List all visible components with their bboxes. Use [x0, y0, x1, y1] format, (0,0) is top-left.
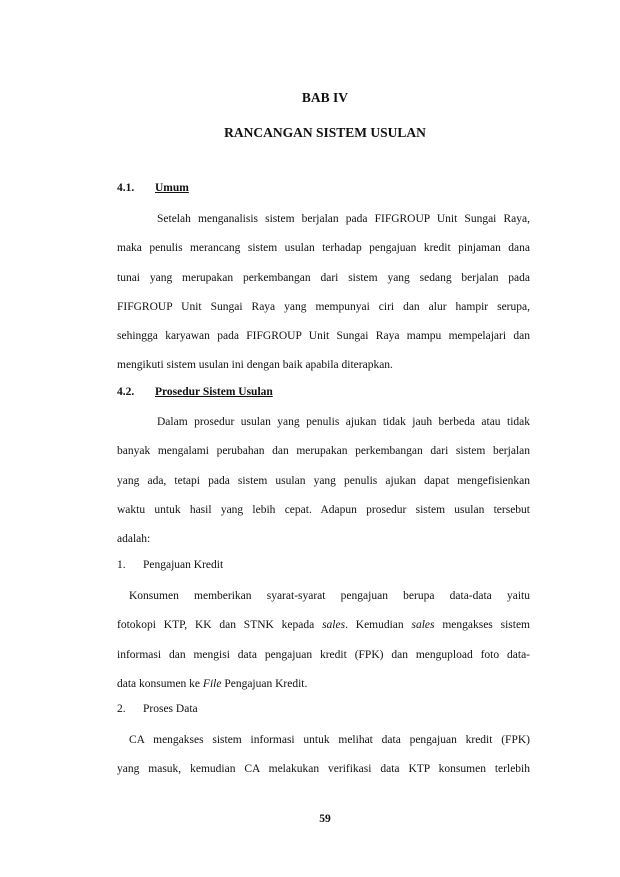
paragraph-line: yang masuk, kemudian CA melakukan verifikasi data KTP konsumen terlebih: [117, 763, 530, 776]
paragraph-line: Konsumen memberikan syarat-syarat pengajuan berupa data-data yaitu: [129, 590, 530, 602]
section-2-number: 4.2.: [117, 386, 135, 398]
text-run: Pengajuan Kredit.: [221, 677, 308, 690]
italic-term: File: [202, 677, 222, 690]
paragraph-line: waktu untuk hasil yang lebih cepat. Adapun prosedur sistem usulan tersebut: [117, 503, 530, 516]
section-1-heading: [117, 182, 189, 194]
section-2-title: Prosedur Sistem Usulan: [155, 386, 273, 398]
paragraph-line: CA mengakses sistem informasi untuk melihat data pengajuan kredit (FPK): [129, 734, 530, 746]
chapter-label: BAB IV: [301, 90, 349, 105]
list-item-1-number: 1.: [117, 559, 126, 571]
list-item-2-paragraph: [117, 726, 530, 785]
list-item-2-number: 2.: [117, 703, 126, 715]
paragraph-line: sehingga karyawan pada FIFGROUP Unit Sungai Raya mampu mempelajari dan: [117, 330, 530, 343]
paragraph-line: Dalam prosedur usulan yang penulis ajukan tidak jauh berbeda atau tidak: [157, 416, 530, 428]
italic-term: sales: [411, 619, 435, 632]
list-item-1-title: Pengajuan Kredit: [143, 559, 224, 571]
paragraph-line: banyak mengalami perubahan dan merupakan perkembangan dari sistem berjalan: [117, 445, 530, 458]
section-2-heading: [117, 386, 273, 398]
paragraph-line: mengikuti sistem usulan ini dengan baik apabila diterapkan.: [117, 359, 393, 372]
list-item-2-title: Proses Data: [143, 703, 198, 715]
paragraph-line: FIFGROUP Unit Sungai Raya yang mempunyai ciri dan alur hampir serupa,: [117, 300, 530, 313]
section-1-title: Umum: [155, 182, 189, 194]
paragraph-line: [117, 611, 530, 640]
paragraph-line: tunai yang merupakan perkembangan dari sistem yang sedang berjalan pada: [117, 271, 530, 284]
paragraph-line: Setelah menganalisis sistem berjalan pada FIFGROUP Unit Sungai Raya,: [157, 213, 530, 225]
list-item-1-heading: [117, 559, 223, 571]
chapter-title: RANCANGAN SISTEM USULAN: [224, 125, 426, 140]
italic-term: sales: [322, 619, 346, 632]
page-number: 59: [319, 813, 331, 825]
paragraph-line: informasi dan mengisi data pengajuan kredit (FPK) dan mengupload foto data-: [117, 648, 530, 661]
list-item-2-heading: [117, 703, 198, 715]
section-1-number: 4.1.: [117, 182, 135, 194]
paragraph-line: yang ada, tetapi pada sistem usulan yang penulis ajukan dapat mengefisienkan: [117, 474, 530, 487]
list-item-1-paragraph: [117, 582, 530, 699]
text-run: mengakses sistem: [434, 619, 530, 632]
text-run: data konsumen ke: [117, 677, 203, 690]
text-run: . Kemudian: [345, 619, 412, 632]
text-run: fotokopi KTP, KK dan STNK kepada: [117, 619, 323, 632]
paragraph-line: [117, 670, 530, 699]
section-2-paragraph: [117, 408, 530, 554]
paragraph-line: adalah:: [117, 533, 151, 546]
paragraph-line: maka penulis merancang sistem usulan terhadap pengajuan kredit pinjaman dana: [117, 242, 530, 255]
section-1-paragraph: [117, 205, 530, 381]
